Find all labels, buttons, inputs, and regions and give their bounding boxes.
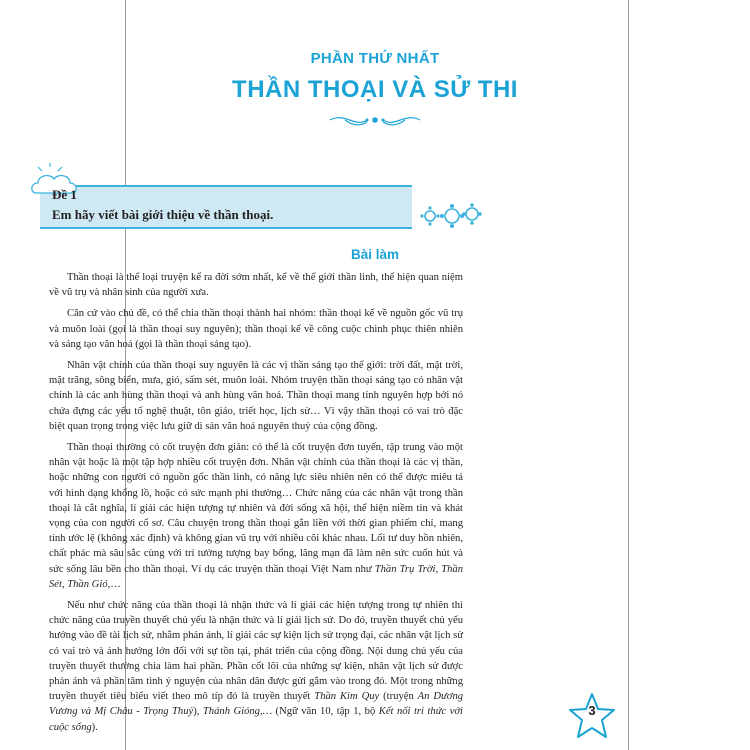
flourish-ornament [205,108,545,132]
part-title: THẦN THOẠI VÀ SỬ THI [232,76,518,103]
flower-gear-icon [412,200,482,230]
page-number: 3 [588,703,596,718]
paragraph: Căn cứ vào chủ đề, có thể chia thần thoại thành hai nhóm: thần thoại kể về nguồn gốc vũ trụ và muôn loài (gọi là thần thoại suy nguyên); thần thoại kể về công cuộc chinh phục thiên nhiên và sáng tạo văn hoá (gọi là thần thoại sáng tạo). [49,308,463,350]
exercise-question: Em hãy viết bài giới thiệu về thần thoại. [52,207,274,222]
exercise-label: Đề 1 [52,187,77,202]
paragraph: Thần thoại là thể loại truyện kể ra đời sớm nhất, kể về thế giới thần linh, thể hiện quan niệm về vũ trụ và nhân sinh của người xưa. [49,272,463,299]
paragraph: Nhân vật chính của thần thoại suy nguyên là các vị thần sáng tạo thế giới: trời đất, mặt trời, mặt trăng, sông biển, mưa, gió, sấm sét, muôn loài. Nhóm truyện thần thoại sáng tạo có nhân vật chính là các anh hùng thần thoại và anh hùng văn hoá. Thần thoại mang tính nguyên hợp bởi nó chứa đựng các yếu tố nghệ thuật, tôn giáo, triết học, lịch sử… Vì vậy thần thoại có vai trò đặc biệt quan trọng trong việc lưu giữ di sản văn hoá nguyên thuỷ của cộng đồng. [49,360,463,432]
part-subtitle: PHẦN THỨ NHẤT [310,50,440,67]
answer-heading: Bài làm [350,247,400,262]
exercise-header [40,185,475,229]
answer-body [49,270,463,741]
paragraph: Nếu như chức năng của thần thoại là nhận thức và lí giải các hiện tượng trong tự nhiên thì chức năng của truyền thuyết chủ yếu là nhận thức và lí giải lịch sử. Do đó, truyền thuyết chủ yếu hướng vào đề tài lịch sử, nhằm phản ánh, lí giải các sự kiện lịch sử trọng đại, các nhân vật lịch sử có vai trò và ảnh hưởng lớn đối với sự tồn tại, phát triển của cộng đồng. Nội dung chủ yếu của truyền thuyết thường chia làm hai phần. Phần cốt lõi của những sự kiện, nhân vật lịch sử được phản ánh và phần tâm tình ý nguyện của nhân dân được gửi gắm vào trong đó. Một trong những truyền thuyết tiêu biểu viết theo mô típ đó là truyền thuyết Thần Kim Quy (truyện An Dương Vương và Mị Châu - Trọng Thuỷ), Thánh Gióng,… (Ngữ văn 10, tập 1, bộ Kết nối tri thức với cuộc sống). [49,600,464,733]
paragraph: Thần thoại thường có cốt truyện đơn giản: có thể là cốt truyện đơn tuyến, tập trung vào một nhân vật hoặc là một tập hợp nhiều cốt truyện đơn. Nhân vật chính của thần thoại là các vị thần, hoặc những con người có nguồn gốc thần linh, có năng lực siêu nhiên nên có thể được miêu tả với hình dạng khổng lồ, hoặc có sức mạnh phi thường… Chức năng của các nhân vật trong thần thoại là cắt nghĩa, lí giải các hiện tượng tự nhiên và đời sống xã hội, thể hiện niềm tin và khát vọng của con người cổ sơ. Câu chuyện trong thần thoại gắn liền với thời gian phiếm chỉ, mang tính ước lệ (không xác định) và không gian vũ trụ với nhiều cõi khác nhau. Lối tư duy hồn nhiên, chất phác mà sâu sắc cùng với trí tưởng tượng bay bổng, lãng mạn đã làm nên sức cuốn hút và sức sống lâu bền cho thần thoại. Ví dụ các truyện thần thoại Việt Nam như Thần Trụ Trời, Thần Sét, Thần Gió,… [49,442,464,590]
